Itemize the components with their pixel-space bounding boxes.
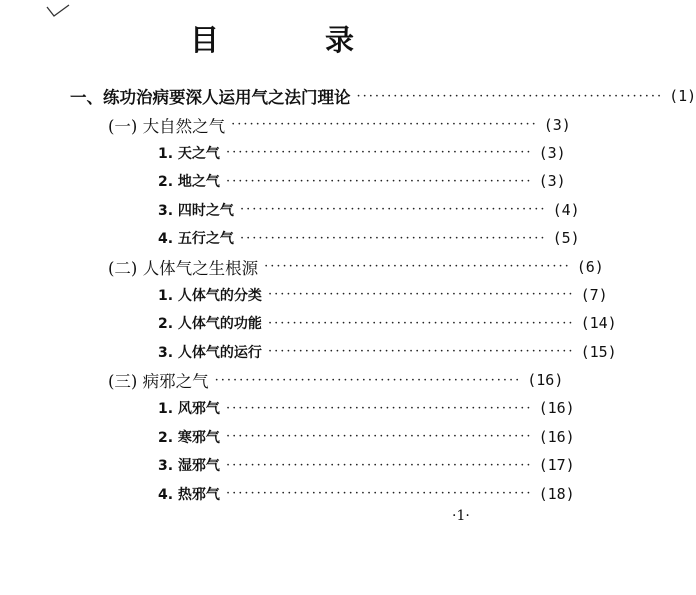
toc-entry-page: (3) xyxy=(543,115,571,134)
toc-entry-page: (3) xyxy=(538,143,566,162)
toc-entry-title: (二) 人体气之生根源 xyxy=(108,258,259,278)
toc-entry xyxy=(0,394,575,422)
toc-entry-title: 3. 湿邪气 xyxy=(158,458,220,475)
table-of-contents xyxy=(0,82,696,508)
dot-leader: ·················································· xyxy=(356,88,664,104)
toc-entry-title: (一) 大自然之气 xyxy=(108,116,226,136)
toc-entry xyxy=(0,451,575,479)
toc-entry-page: (7) xyxy=(580,285,608,304)
check-mark-icon xyxy=(46,4,70,18)
toc-entry xyxy=(0,338,617,366)
toc-entry xyxy=(0,224,580,252)
dot-leader: ·················································· xyxy=(225,429,533,445)
toc-entry-title: 1. 风邪气 xyxy=(158,401,220,418)
toc-entry-title: 2. 地之气 xyxy=(158,174,220,191)
dot-leader: ·················································· xyxy=(214,372,522,388)
page-title: 目 录 xyxy=(189,23,403,57)
toc-entry xyxy=(0,366,564,394)
toc-entry-page: (15) xyxy=(580,342,617,361)
dot-leader: ·················································· xyxy=(239,202,547,218)
toc-entry xyxy=(0,309,617,337)
toc-entry-title: 4. 五行之气 xyxy=(158,231,234,248)
dot-leader: ·················································· xyxy=(225,486,533,502)
toc-entry-page: (3) xyxy=(538,172,566,191)
toc-entry xyxy=(0,139,566,167)
toc-entry-title: (三) 病邪之气 xyxy=(108,372,209,392)
toc-entry-page: (1) xyxy=(669,87,696,106)
toc-entry-page: (6) xyxy=(576,257,604,276)
toc-entry-title: 4. 热邪气 xyxy=(158,486,220,503)
page-number: ·1· xyxy=(452,508,470,524)
dot-leader: ·················································· xyxy=(231,117,538,133)
toc-entry-title: 1. 天之气 xyxy=(158,145,220,162)
toc-entry xyxy=(0,423,575,451)
toc-entry-title: 2. 人体气的功能 xyxy=(158,316,262,333)
toc-entry-title: 3. 人体气的运行 xyxy=(158,344,262,361)
dot-leader: ·················································· xyxy=(225,145,533,161)
toc-entry-page: (14) xyxy=(580,314,617,333)
toc-entry xyxy=(0,196,580,224)
toc-entry-page: (16) xyxy=(538,427,575,446)
toc-entry-title: 2. 寒邪气 xyxy=(158,429,220,446)
dot-leader: ·················································· xyxy=(267,315,575,331)
toc-entry xyxy=(0,82,696,110)
toc-entry-page: (16) xyxy=(538,399,575,418)
toc-entry-title: 一、练功治病要深人运用气之法门理论 xyxy=(70,88,351,108)
toc-entry xyxy=(0,110,571,138)
toc-entry-page: (4) xyxy=(552,200,580,219)
toc-entry-page: (16) xyxy=(527,371,564,390)
dot-leader: ·················································· xyxy=(225,173,533,189)
dot-leader: ·················································· xyxy=(239,230,547,246)
toc-entry-page: (18) xyxy=(538,484,575,503)
toc-entry xyxy=(0,252,604,280)
dot-leader: ·················································· xyxy=(267,287,575,303)
toc-entry xyxy=(0,167,566,195)
toc-entry-page: (5) xyxy=(552,229,580,248)
toc-entry-page: (17) xyxy=(538,456,575,475)
dot-leader: ·················································· xyxy=(225,400,533,416)
dot-leader: ·················································· xyxy=(267,344,575,360)
toc-entry xyxy=(0,281,608,309)
toc-entry-title: 3. 四时之气 xyxy=(158,202,234,219)
toc-entry xyxy=(0,479,575,507)
dot-leader: ·················································· xyxy=(264,259,571,275)
toc-entry-title: 1. 人体气的分类 xyxy=(158,287,262,304)
dot-leader: ·················································· xyxy=(225,457,533,473)
